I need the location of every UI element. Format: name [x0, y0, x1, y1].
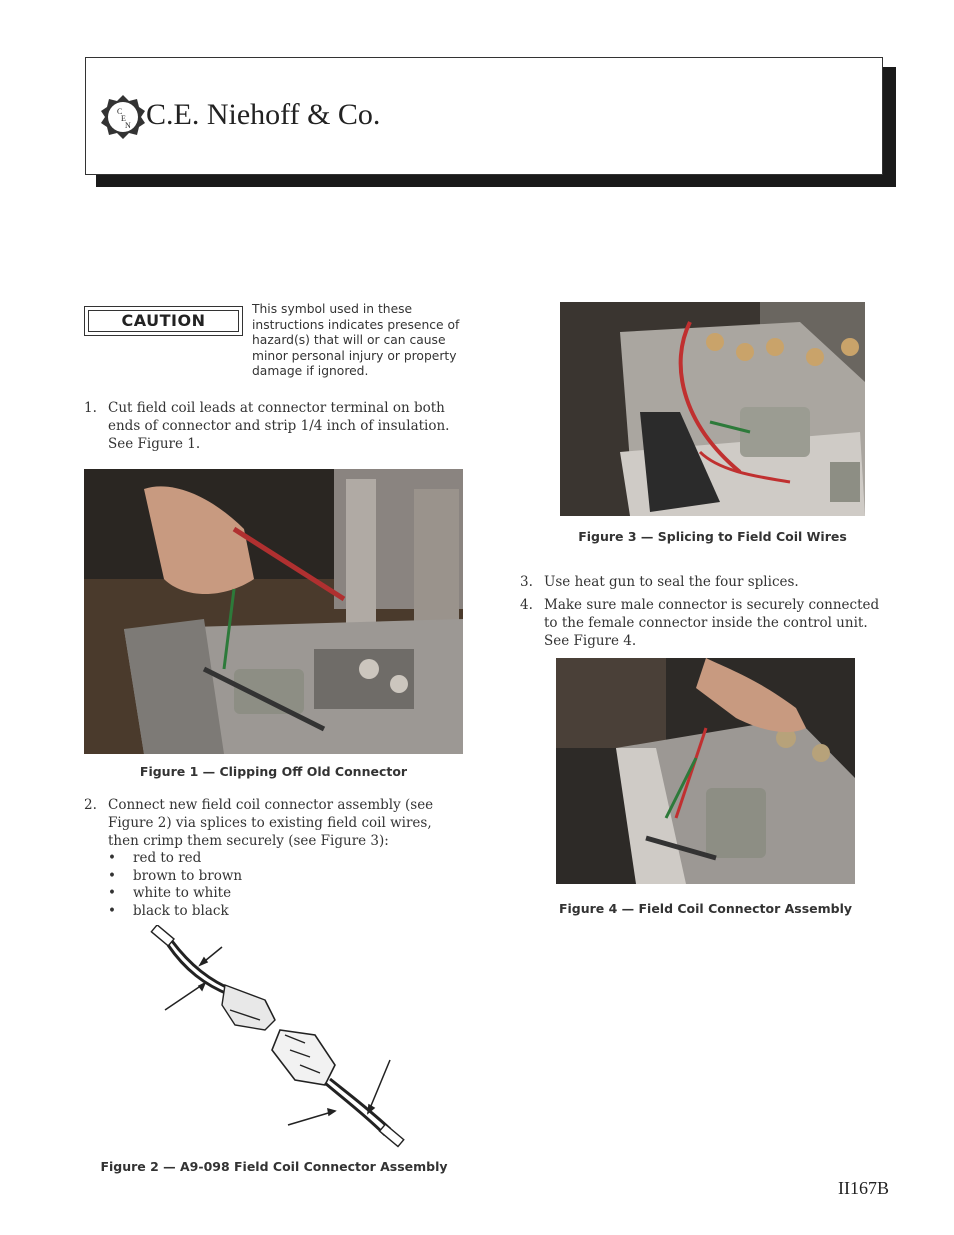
figure-4-photo	[556, 658, 855, 884]
figure-2-caption: Figure 2 — A9-098 Field Coil Connector Assembly	[100, 1159, 448, 1174]
step-text: Make sure male connector is securely connected to the female connector inside the control unit. See Figure 4.	[544, 597, 880, 649]
caution-label: CAUTION	[88, 310, 239, 332]
list-item: • black to black	[108, 903, 454, 921]
caution-symbol	[84, 306, 243, 336]
company-logo-icon	[100, 94, 146, 140]
wire-color-list	[108, 850, 454, 920]
figure-3-caption: Figure 3 — Splicing to Field Coil Wires	[578, 529, 847, 544]
list-item: • brown to brown	[108, 868, 454, 886]
figure-1-caption: Figure 1 — Clipping Off Old Connector	[139, 764, 408, 779]
step-2	[84, 796, 454, 920]
list-item: • red to red	[108, 850, 454, 868]
step-4	[520, 596, 895, 650]
list-item: • white to white	[108, 885, 454, 903]
step-text: Use heat gun to seal the four splices.	[544, 574, 799, 590]
step-text: Cut field coil leads at connector terminal on both ends of connector and strip 1/4 inch of insulation. See Figure 1.	[108, 400, 450, 452]
step-number: 2.	[84, 797, 97, 813]
logo-letter: C	[117, 107, 123, 116]
step-number: 3.	[520, 574, 533, 590]
document-number: II167B	[838, 1178, 889, 1198]
caution-description: This symbol used in these instructions indicates presence of hazard(s) that will or can cause minor personal injury or property damage if ignored.	[252, 302, 460, 378]
figure-4-caption: Figure 4 — Field Coil Connector Assembly	[558, 901, 853, 916]
logo-letter: E	[121, 114, 126, 123]
figure-1-photo	[84, 469, 463, 754]
figure-3-photo	[560, 302, 865, 516]
step-number: 1.	[84, 400, 97, 416]
header-banner	[85, 57, 883, 175]
step-text: Connect new field coil connector assembly (see Figure 2) via splices to existing field coil wires, then crimp them securely (see Figure 3):	[108, 797, 434, 849]
figure-2-drawing	[140, 925, 420, 1160]
company-name: C.E. Niehoff & Co.	[146, 98, 381, 131]
step-3	[520, 573, 895, 591]
step-number: 4.	[520, 597, 533, 613]
step-1	[84, 399, 464, 453]
logo-letter: N	[125, 121, 131, 130]
